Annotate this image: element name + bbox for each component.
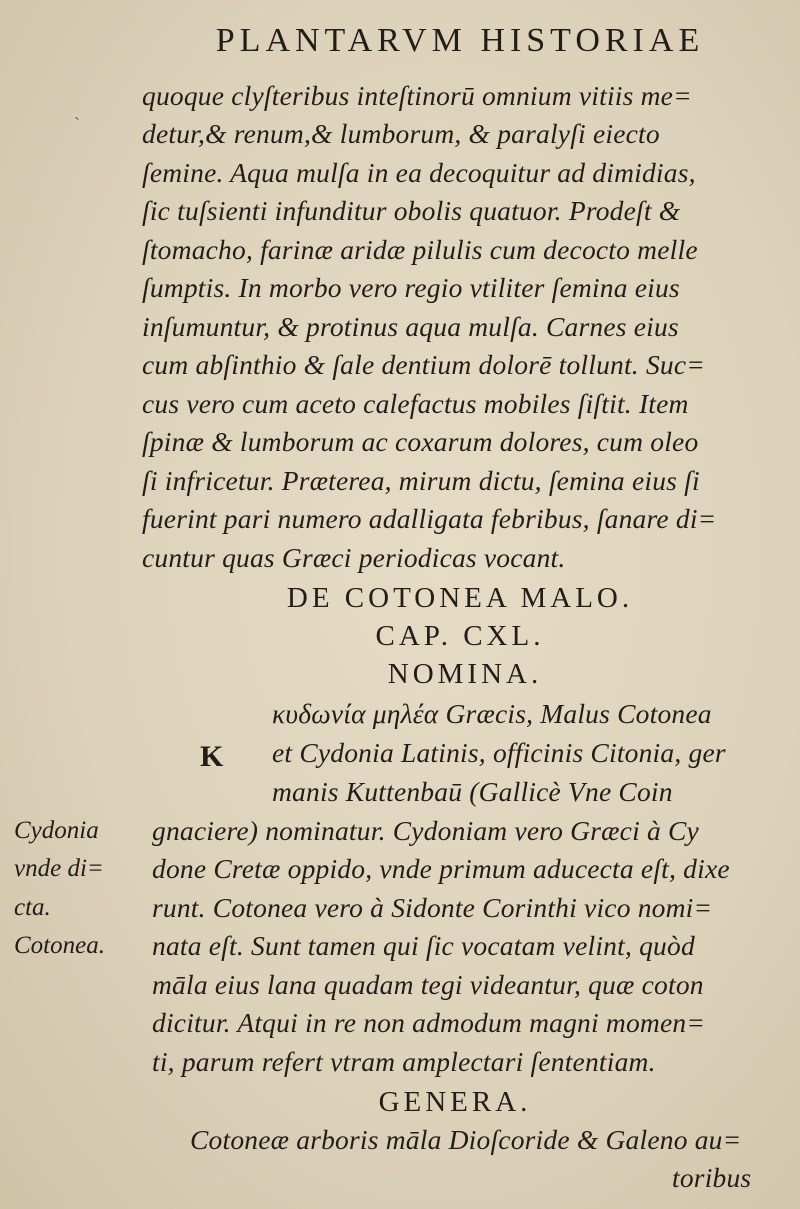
nomina-line: et Cydonia Latinis, officinis Citonia, ger [272, 737, 726, 768]
text-line: inſumuntur, & protinus aqua mulſa. Carnes eius [142, 311, 679, 342]
margin-note: cta. [14, 894, 51, 921]
nomina-line: dicitur. Atqui in re non admodum magni momen= [152, 1007, 706, 1038]
text-line: cuntur quas Græci periodicas vocant. [142, 542, 566, 573]
nomina-line: nata eſt. Sunt tamen qui ſic vocatam velint, quòd [152, 930, 695, 961]
text-line: ſpinæ & lumborum ac coxarum dolores, cum oleo [142, 426, 699, 457]
genera-line: toribus [672, 1162, 752, 1193]
nomina-line: manis Kuttenbaū (Gallicè Vne Coin [272, 776, 673, 807]
text-line: cus vero cum aceto calefactus mobiles ſiſtit. Item [142, 388, 689, 419]
text-line: detur,& renum,& lumborum, & paralyſi eiecto [142, 118, 660, 149]
section-heading-nomina: NOMINA. [387, 658, 543, 690]
margin-mark: ˎ [74, 100, 80, 120]
genera-line: Cotoneæ arboris māla Dioſcoride & Galeno au= [190, 1124, 742, 1155]
chapter-title: DE COTONEA MALO. [286, 582, 634, 614]
text-line: ſumptis. In morbo vero regio vtiliter ſemina eius [142, 272, 680, 303]
nomina-line: κυδωνία μηλέα Græcis, Malus Cotonea [272, 698, 712, 729]
text-line: ſic tuſsienti infunditur obolis quatuor. Prodeſt & [142, 195, 681, 226]
text-line: ſtomacho, farinæ aridæ pilulis cum decocto melle [142, 234, 698, 265]
margin-note: vnde di= [14, 855, 104, 882]
margin-note: Cydonia [14, 817, 99, 844]
margin-note: Cotonea. [14, 932, 105, 959]
nomina-line: ti, parum refert vtram amplectari ſententiam. [152, 1046, 656, 1077]
nomina-line: done Cretæ oppido, vnde primum aducecta eſt, dixe [152, 853, 730, 884]
nomina-line: runt. Cotonea vero à Sidonte Corinthi vico nomi= [152, 892, 713, 923]
text-line: ſi infricetur. Præterea, mirum dictu, ſemina eius ſi [142, 465, 700, 496]
text-line: quoque clyſteribus inteſtinorū omnium vitiis me= [142, 80, 692, 111]
running-head: PLANTARVM HISTORIAE [215, 22, 705, 59]
section-heading-genera: GENERA. [378, 1086, 532, 1118]
text-line: fuerint pari numero adalligata febribus, ſanare di= [142, 503, 717, 534]
text-line: ſemine. Aqua mulſa in ea decoquitur ad dimidias, [142, 157, 696, 188]
text-line: cum abſinthio & ſale dentium dolorē tollunt. Suc= [142, 349, 706, 380]
nomina-line: gnaciere) nominatur. Cydoniam vero Græci à Cy [152, 815, 699, 846]
nomina-line: māla eius lana quadam tegi videantur, quæ coton [152, 969, 704, 1000]
initial-letter: K [200, 740, 224, 773]
chapter-number: CAP. CXL. [375, 620, 545, 652]
